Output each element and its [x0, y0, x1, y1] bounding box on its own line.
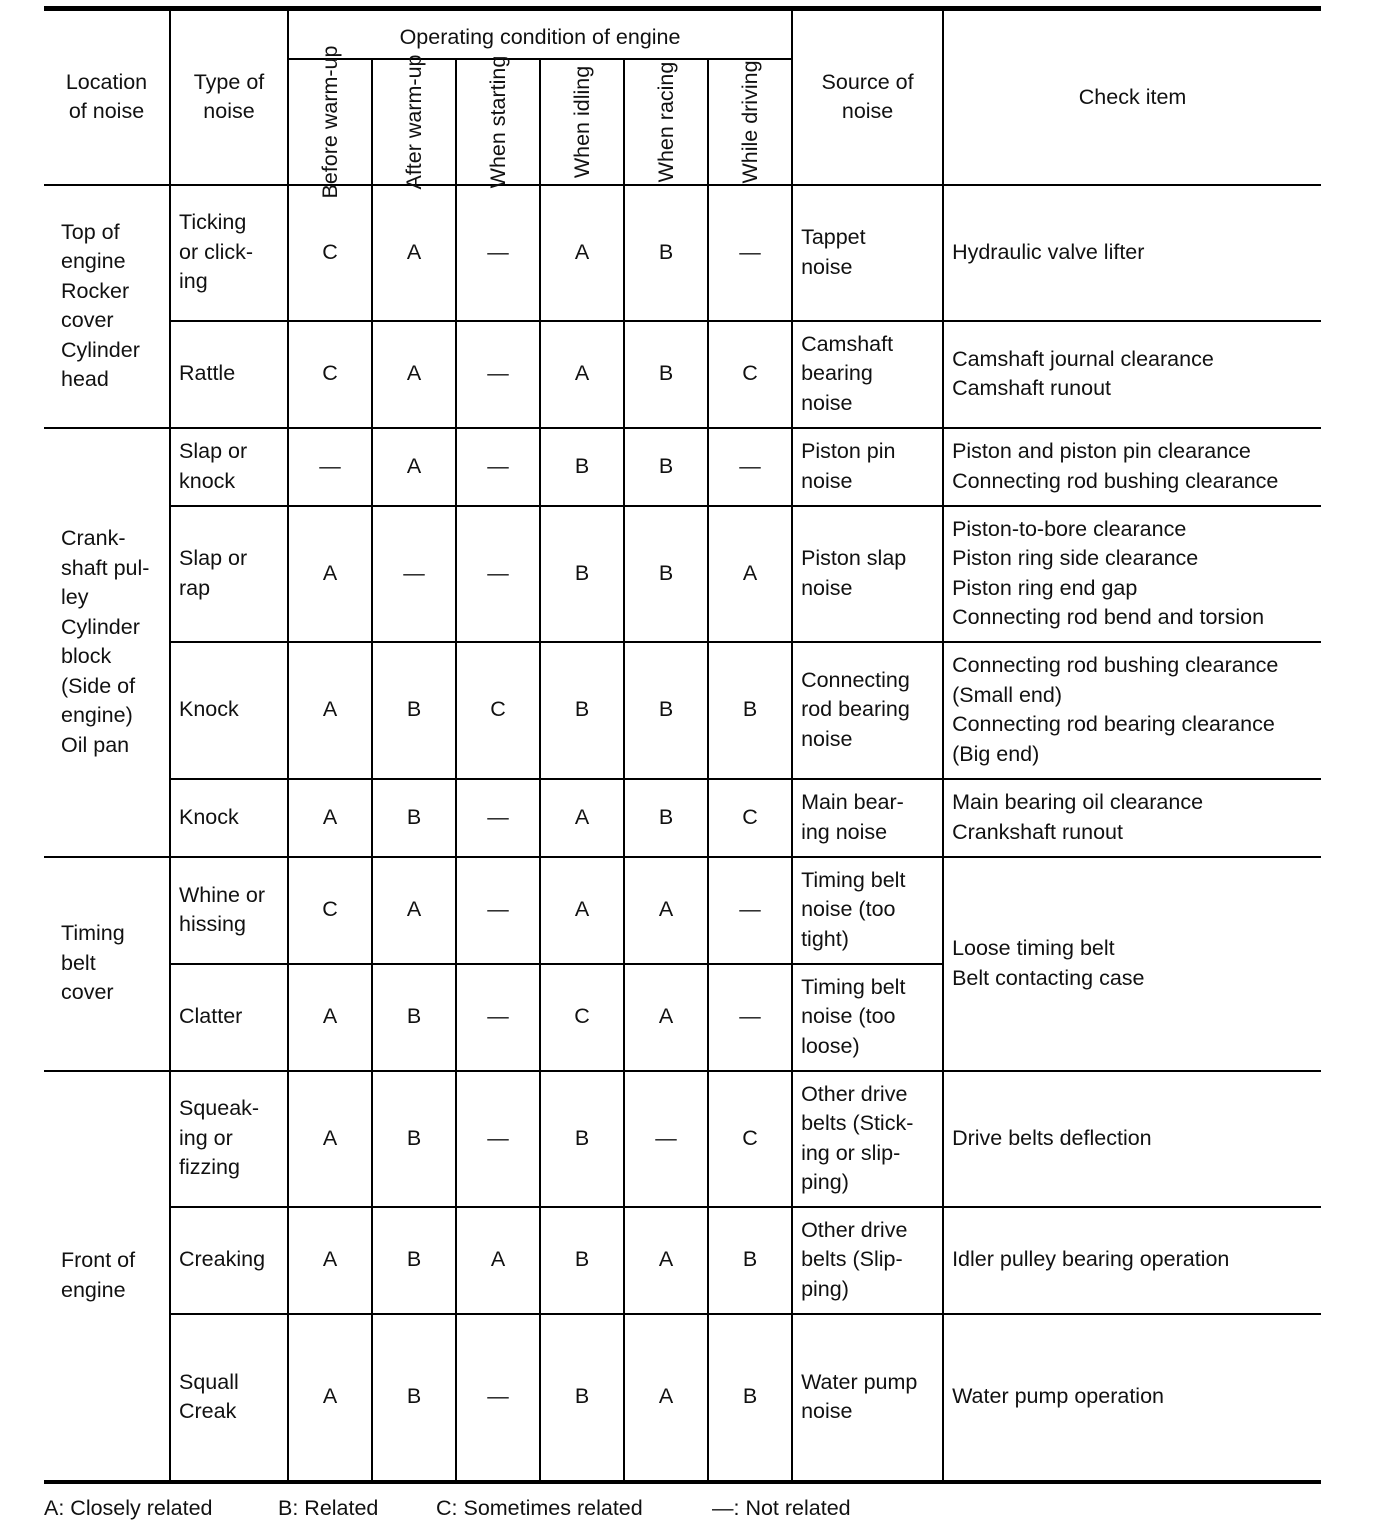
condition-value-cell: A — [708, 506, 792, 642]
condition-value-cell: B — [708, 1314, 792, 1482]
condition-value-cell: A — [624, 964, 708, 1071]
condition-value-cell: — — [456, 779, 540, 857]
header-before-warmup: Before warm-up — [288, 59, 372, 185]
condition-value-cell: A — [288, 1314, 372, 1482]
check-item-cell: Hydraulic valve lifter — [943, 185, 1321, 321]
condition-value-cell: B — [372, 1314, 456, 1482]
header-when-racing: When racing — [624, 59, 708, 185]
condition-value-cell: — — [456, 428, 540, 506]
condition-value-cell: B — [708, 642, 792, 779]
condition-value-cell: B — [624, 506, 708, 642]
noise-source-cell: Piston pin noise — [792, 428, 943, 506]
condition-value-cell: — — [708, 185, 792, 321]
noise-type-cell: Squall Creak — [170, 1314, 288, 1482]
condition-value-cell: B — [624, 185, 708, 321]
noise-type-cell: Slap or knock — [170, 428, 288, 506]
condition-value-cell: B — [708, 1207, 792, 1314]
condition-value-cell: — — [708, 964, 792, 1071]
condition-value-cell: B — [540, 1207, 624, 1314]
condition-value-cell: B — [624, 779, 708, 857]
condition-value-cell: — — [708, 428, 792, 506]
header-source: Source of noise — [792, 9, 943, 185]
noise-source-cell: Other drive belts (Slip- ping) — [792, 1207, 943, 1314]
condition-value-cell: A — [624, 857, 708, 964]
header-type: Type of noise — [170, 9, 288, 185]
condition-value-cell: C — [708, 321, 792, 428]
noise-diagnosis-table — [44, 6, 1321, 1484]
header-when-starting: When starting — [456, 59, 540, 185]
noise-type-cell: Creaking — [170, 1207, 288, 1314]
header-operating-condition: Operating condition of engine — [288, 9, 792, 59]
condition-value-cell: A — [624, 1207, 708, 1314]
condition-value-cell: C — [288, 185, 372, 321]
legend-b: B: Related — [278, 1496, 379, 1520]
condition-value-cell: C — [708, 1071, 792, 1207]
condition-value-cell: A — [288, 1207, 372, 1314]
condition-value-cell: — — [624, 1071, 708, 1207]
condition-value-cell: A — [372, 428, 456, 506]
condition-value-cell: A — [540, 857, 624, 964]
header-when-idling: When idling — [540, 59, 624, 185]
table-row — [44, 1207, 1321, 1314]
header-check-item: Check item — [943, 9, 1321, 185]
condition-value-cell: A — [372, 185, 456, 321]
condition-value-cell: B — [540, 506, 624, 642]
location-cell: Front of engine — [44, 1071, 170, 1482]
condition-value-cell: A — [372, 857, 456, 964]
noise-source-cell: Tappet noise — [792, 185, 943, 321]
condition-value-cell: A — [456, 1207, 540, 1314]
condition-value-cell: B — [372, 779, 456, 857]
condition-value-cell: B — [372, 642, 456, 779]
table-row — [44, 321, 1321, 428]
condition-value-cell: A — [288, 779, 372, 857]
noise-source-cell: Water pump noise — [792, 1314, 943, 1482]
table-row — [44, 779, 1321, 857]
table-row — [44, 1314, 1321, 1482]
condition-value-cell: B — [540, 642, 624, 779]
condition-value-cell: B — [540, 1314, 624, 1482]
condition-value-cell: B — [540, 428, 624, 506]
noise-type-cell: Rattle — [170, 321, 288, 428]
table-row — [44, 1071, 1321, 1207]
condition-value-cell: B — [372, 1207, 456, 1314]
condition-value-cell: B — [624, 642, 708, 779]
noise-type-cell: Ticking or click- ing — [170, 185, 288, 321]
legend-c: C: Sometimes related — [436, 1496, 643, 1520]
header-after-warmup: After warm-up — [372, 59, 456, 185]
noise-source-cell: Timing belt noise (too loose) — [792, 964, 943, 1071]
condition-value-cell: B — [540, 1071, 624, 1207]
location-cell: Timing belt cover — [44, 857, 170, 1071]
noise-type-cell: Slap or rap — [170, 506, 288, 642]
legend-d: —: Not related — [712, 1496, 851, 1520]
table-row — [44, 642, 1321, 779]
condition-value-cell: A — [288, 964, 372, 1071]
noise-type-cell: Clatter — [170, 964, 288, 1071]
condition-value-cell: B — [624, 428, 708, 506]
table-row — [44, 185, 1321, 321]
condition-value-cell: — — [456, 1071, 540, 1207]
condition-value-cell: C — [540, 964, 624, 1071]
condition-value-cell: A — [288, 1071, 372, 1207]
condition-value-cell: — — [372, 506, 456, 642]
check-item-cell: Main bearing oil clearance Crankshaft runout — [943, 779, 1321, 857]
condition-value-cell: — — [708, 857, 792, 964]
noise-source-cell: Main bear- ing noise — [792, 779, 943, 857]
condition-value-cell: A — [372, 321, 456, 428]
noise-type-cell: Squeak- ing or fizzing — [170, 1071, 288, 1207]
check-item-cell: Drive belts deflection — [943, 1071, 1321, 1207]
check-item-cell: Piston and piston pin clearance Connecting rod bushing clearance — [943, 428, 1321, 506]
condition-value-cell: A — [288, 506, 372, 642]
check-item-cell: Water pump operation — [943, 1314, 1321, 1482]
condition-value-cell: B — [624, 321, 708, 428]
condition-value-cell: C — [288, 857, 372, 964]
condition-value-cell: B — [372, 964, 456, 1071]
noise-source-cell: Timing belt noise (too tight) — [792, 857, 943, 964]
condition-value-cell: — — [456, 185, 540, 321]
noise-type-cell: Whine or hissing — [170, 857, 288, 964]
table-row — [44, 506, 1321, 642]
condition-value-cell: A — [624, 1314, 708, 1482]
condition-value-cell: — — [456, 1314, 540, 1482]
condition-value-cell: C — [708, 779, 792, 857]
condition-value-cell: — — [288, 428, 372, 506]
location-cell: Crank- shaft pul- ley Cylinder block (Side of engine) Oil pan — [44, 428, 170, 857]
check-item-cell: Camshaft journal clearance Camshaft runout — [943, 321, 1321, 428]
condition-value-cell: B — [372, 1071, 456, 1207]
condition-value-cell: A — [540, 185, 624, 321]
legend-a: A: Closely related — [44, 1496, 213, 1520]
condition-value-cell: — — [456, 321, 540, 428]
check-item-cell: Piston-to-bore clearance Piston ring side clearance Piston ring end gap Connecting rod bend and torsion — [943, 506, 1321, 642]
header-location: Location of noise — [44, 9, 170, 185]
condition-value-cell: A — [540, 321, 624, 428]
table-row — [44, 428, 1321, 506]
condition-value-cell: C — [456, 642, 540, 779]
noise-type-cell: Knock — [170, 779, 288, 857]
condition-value-cell: A — [540, 779, 624, 857]
condition-value-cell: — — [456, 964, 540, 1071]
condition-value-cell: C — [288, 321, 372, 428]
condition-value-cell: — — [456, 506, 540, 642]
condition-value-cell: A — [288, 642, 372, 779]
noise-source-cell: Other drive belts (Stick- ing or slip- ping) — [792, 1071, 943, 1207]
location-cell: Top of engine Rocker cover Cylinder head — [61, 219, 140, 391]
noise-type-cell: Knock — [170, 642, 288, 779]
noise-source-cell: Camshaft bearing noise — [792, 321, 943, 428]
check-item-cell: Connecting rod bushing clearance (Small end) Connecting rod bearing clearance (Big end) — [943, 642, 1321, 779]
condition-value-cell: — — [456, 857, 540, 964]
noise-source-cell: Connecting rod bearing noise — [792, 642, 943, 779]
noise-source-cell: Piston slap noise — [792, 506, 943, 642]
header-while-driving: While driving — [708, 59, 792, 185]
check-item-cell: Loose timing belt Belt contacting case — [943, 857, 1321, 1071]
table-row — [44, 857, 1321, 964]
check-item-cell: Idler pulley bearing operation — [943, 1207, 1321, 1314]
